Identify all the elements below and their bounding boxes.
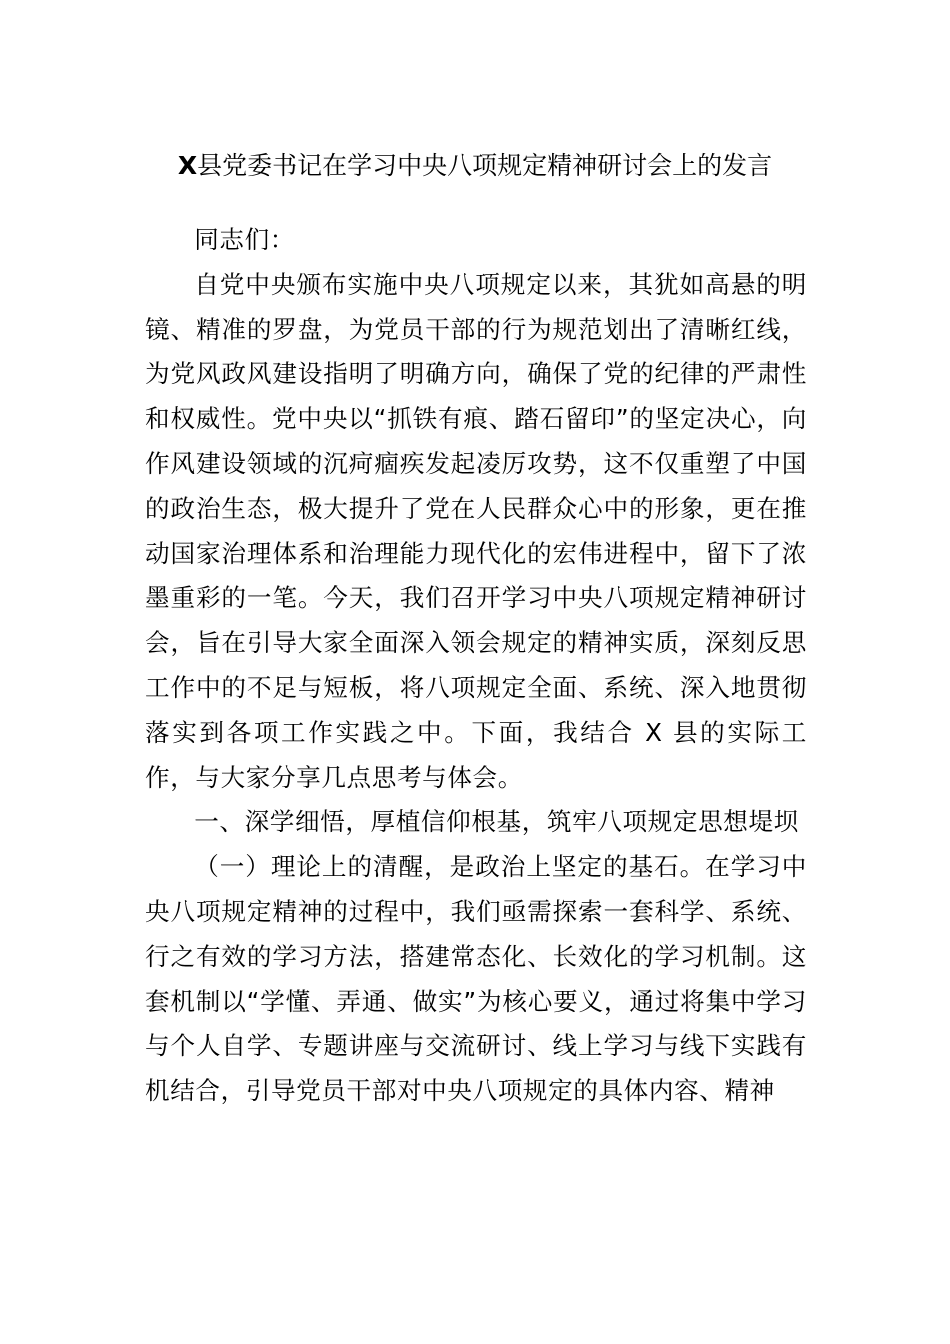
subsection-paragraph-1: （一）理论上的清醒，是政治上坚定的基石。在学习中央八项规定精神的过程中，我们亟需探索一套科学、系统、行之有效的学习方法，搭建常态化、长效化的学习机制。这套机制以“学懂、弄通、做实”为核心要义，通过将集中学习与个人自学、专题讲座与交流研讨、线上学习与线下实践有机结合，引导党员干部对中央八项规定的具体内容、精神 — [145, 852, 807, 1106]
title-text: 县党委书记在学习中央八项规定精神研讨会上的发言 — [197, 151, 773, 180]
document-body — [145, 218, 807, 1114]
title-prefix: X — [177, 151, 198, 180]
section-heading-1: 一、深学细悟，厚植信仰根基，筑牢八项规定思想堤坝 — [194, 807, 799, 837]
intro-paragraph: 自党中央颁布实施中央八项规定以来，其犹如高悬的明镜、精准的罗盘，为党员干部的行为规范划出了清晰红线，为党风政风建设指明了明确方向，确保了党的纪律的严肃性和权威性。党中央以“抓铁有痕、踏石留印”的坚定决心，向作风建设领域的沉疴痼疾发起凌厉攻势，这不仅重塑了中国的政治生态，极大提升了党在人民群众心中的形象，更在推动国家治理体系和治理能力现代化的宏伟进程中，留下了浓墨重彩的一笔。今天，我们召开学习中央八项规定精神研讨会，旨在引导大家全面深入领会规定的精神实质，深刻反思工作中的不足与短板，将八项规定全面、系统、深入地贯彻落实到各项工作实践之中。下面，我结合 X 县的实际工作，与大家分享几点思考与体会。 — [145, 269, 807, 792]
salutation-paragraph: 同志们： — [194, 225, 295, 254]
document-title — [0, 146, 950, 186]
